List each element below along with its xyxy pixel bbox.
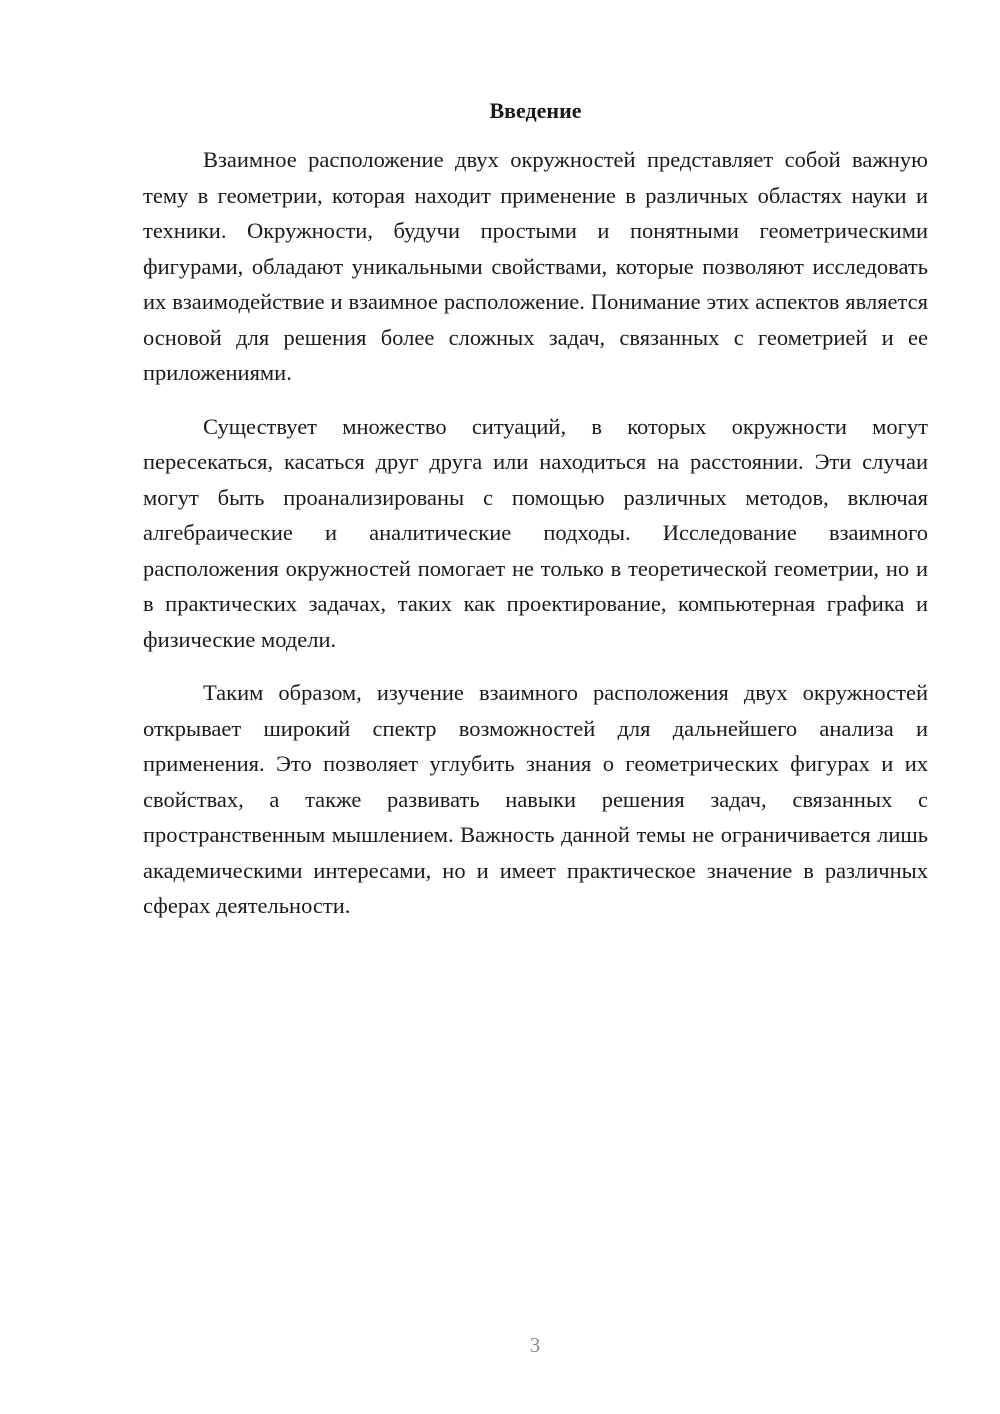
- section-title: Введение: [489, 98, 582, 123]
- paragraph-2: Существует множество ситуаций, в которых окружности могут пересекаться, касаться друг друга или находиться на расстоянии. Эти случаи могут быть проанализированы с помощью различных методов, включая алгебраические и аналитические подходы. Исследование взаимного расположения окружностей помогает не только в теоретической геометрии, но и в практических задачах, таких как проектирование, компьютерная графика и физические модели.: [143, 413, 928, 652]
- paragraph-3: Таким образом, изучение взаимного расположения двух окружностей открывает широкий спектр возможностей для дальнейшего анализа и применения. Это позволяет углубить знания о геометрических фигурах и их свойствах, а также развивать навыки решения задач, связанных с пространственным мышлением. Важность данной темы не ограничивается лишь академическими интересами, но и имеет практическое значение в различных сферах деятельности.: [143, 680, 928, 918]
- body-text: [143, 142, 928, 942]
- paragraph-1: Взаимное расположение двух окружностей представляет собой важную тему в геометрии, которая находит применение в различных областях науки и техники. Окружности, будучи простыми и понятными геометрическими фигурами, обладают уникальными свойствами, которые позволяют исследовать их взаимодействие и взаимное расположение. Понимание этих аспектов является основой для решения более сложных задач, связанных с геометрией и ее приложениями.: [143, 147, 928, 385]
- page-number: 3: [529, 1333, 541, 1357]
